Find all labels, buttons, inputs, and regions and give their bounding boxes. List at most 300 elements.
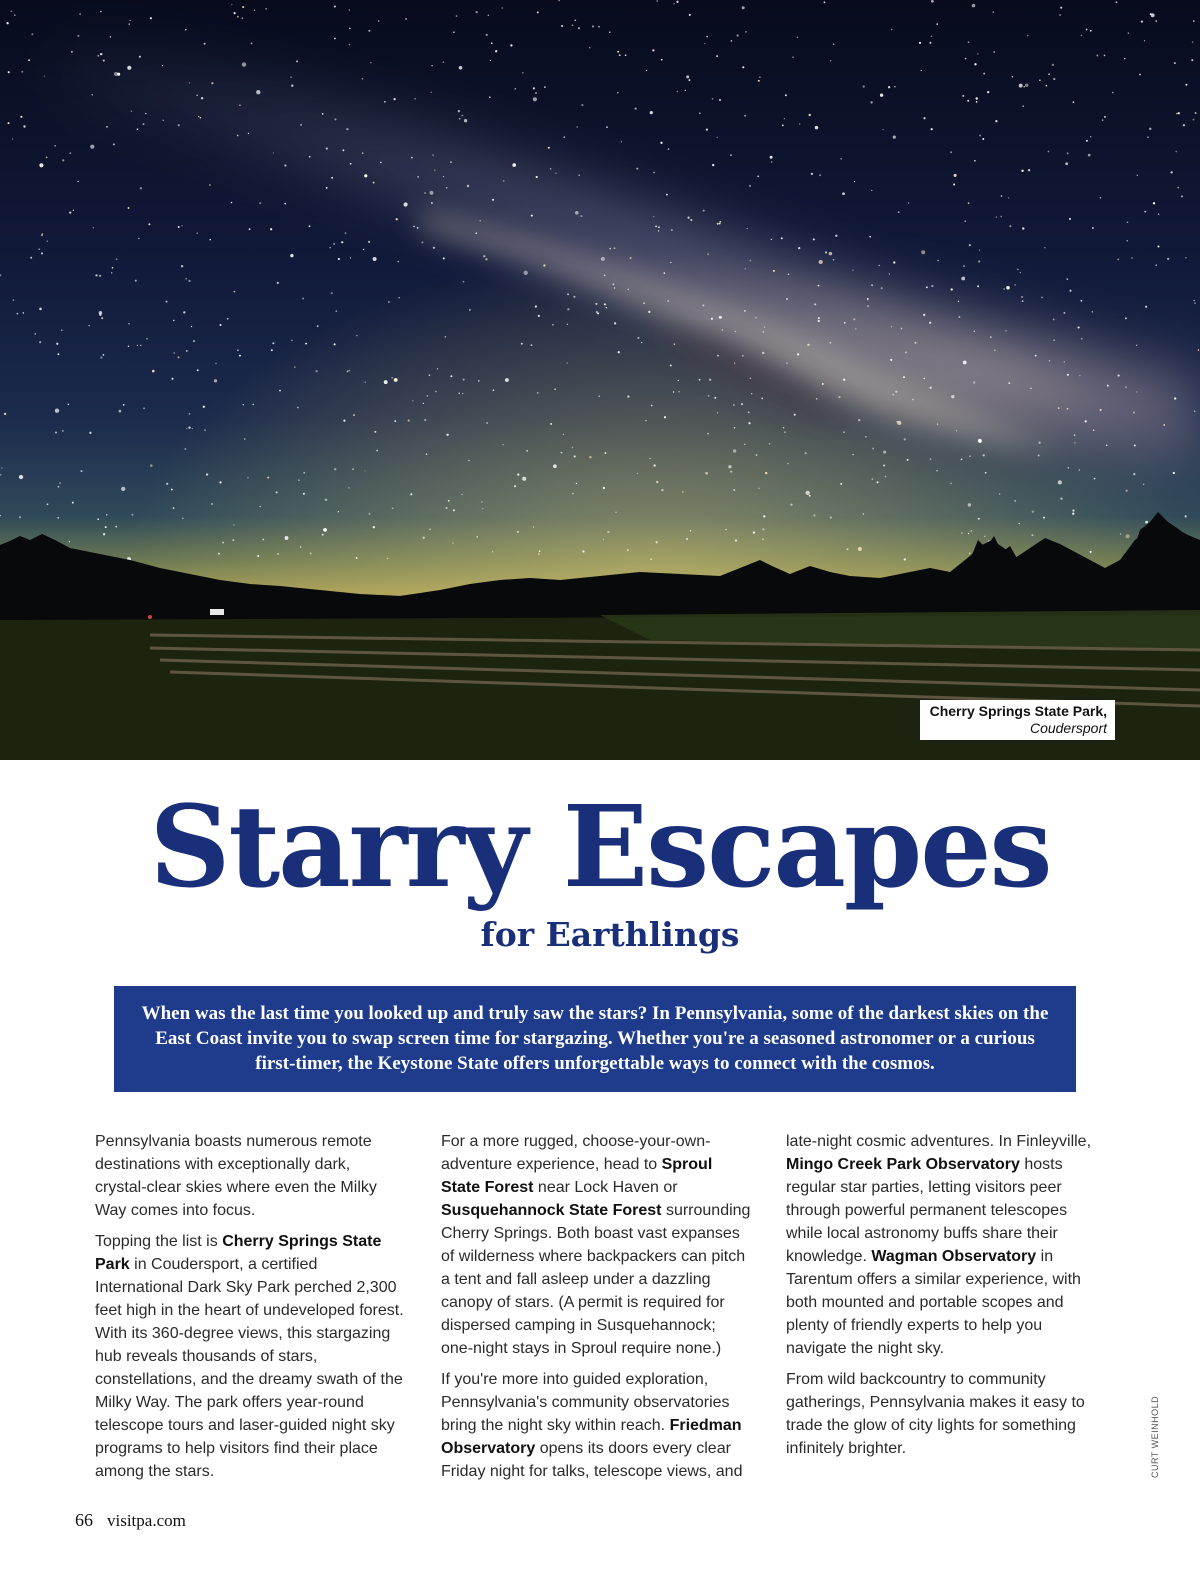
star bbox=[1052, 64, 1054, 66]
star bbox=[712, 98, 714, 100]
star bbox=[742, 6, 745, 9]
star bbox=[656, 0, 657, 1]
star bbox=[403, 202, 407, 206]
star bbox=[538, 553, 540, 555]
star bbox=[1185, 257, 1186, 258]
star bbox=[368, 241, 370, 243]
star bbox=[99, 311, 103, 315]
star bbox=[993, 51, 995, 53]
star bbox=[257, 555, 259, 557]
star bbox=[443, 176, 444, 177]
star bbox=[431, 202, 433, 204]
star bbox=[786, 362, 788, 364]
star bbox=[653, 172, 655, 174]
star bbox=[535, 92, 537, 94]
text-run: Topping the list is bbox=[95, 1233, 223, 1250]
star bbox=[930, 458, 932, 460]
star bbox=[919, 42, 921, 44]
star bbox=[81, 470, 83, 472]
star bbox=[38, 248, 39, 249]
star bbox=[612, 283, 614, 285]
star bbox=[505, 378, 509, 382]
star bbox=[1136, 391, 1137, 392]
star bbox=[1081, 338, 1083, 340]
star bbox=[1116, 1, 1118, 3]
star bbox=[967, 100, 969, 102]
star bbox=[670, 365, 672, 367]
star bbox=[112, 267, 114, 269]
star bbox=[106, 126, 108, 128]
star bbox=[871, 190, 872, 191]
star bbox=[537, 392, 539, 394]
star bbox=[878, 265, 880, 267]
star bbox=[231, 202, 233, 204]
star bbox=[368, 30, 370, 32]
star bbox=[1153, 202, 1155, 204]
star bbox=[284, 203, 286, 205]
star bbox=[309, 225, 311, 227]
star bbox=[437, 368, 438, 369]
star bbox=[1030, 388, 1031, 389]
text-run: in Coudersport, a certified International Dark Sky Park perched 2,300 feet high in the heart of undeveloped forest. With its 360-degree views, this stargazing hub reveals thousands of stars, constellations, and the dreamy swath of the Milky Way. The park offers year-round telescope tours and laser-guided night sky programs to help visitors find their place among the stars. bbox=[95, 1256, 404, 1480]
star bbox=[637, 473, 638, 474]
star bbox=[352, 468, 354, 470]
star bbox=[858, 547, 862, 551]
star bbox=[1022, 227, 1024, 229]
star bbox=[237, 16, 239, 18]
star bbox=[384, 101, 386, 103]
star bbox=[573, 296, 575, 298]
star bbox=[690, 219, 692, 221]
star bbox=[143, 123, 145, 125]
star bbox=[56, 343, 58, 345]
star bbox=[445, 507, 447, 509]
star bbox=[432, 154, 434, 156]
star bbox=[872, 448, 874, 450]
star bbox=[872, 478, 874, 480]
star bbox=[21, 71, 23, 73]
place-cherry-springs: Cherry Springs State Park bbox=[95, 1233, 382, 1273]
star bbox=[762, 528, 764, 530]
star bbox=[214, 379, 217, 382]
star bbox=[819, 260, 823, 264]
star bbox=[1025, 84, 1028, 87]
star bbox=[797, 37, 798, 38]
star bbox=[550, 168, 552, 170]
star bbox=[116, 258, 118, 260]
star bbox=[970, 530, 972, 532]
star bbox=[285, 536, 289, 540]
star bbox=[1126, 240, 1128, 242]
star bbox=[59, 482, 61, 484]
star bbox=[380, 162, 382, 164]
star bbox=[197, 369, 199, 371]
star bbox=[630, 257, 632, 259]
star bbox=[685, 90, 686, 91]
star bbox=[296, 60, 298, 62]
star bbox=[673, 391, 674, 392]
star bbox=[237, 349, 239, 351]
star bbox=[521, 343, 523, 345]
star bbox=[595, 303, 597, 305]
star bbox=[397, 261, 399, 263]
star bbox=[279, 390, 281, 392]
star bbox=[561, 452, 563, 454]
star bbox=[771, 239, 772, 240]
paragraph-3 bbox=[441, 1130, 751, 1360]
star bbox=[201, 97, 203, 99]
star bbox=[237, 135, 239, 137]
star bbox=[272, 342, 274, 344]
star bbox=[218, 553, 220, 555]
star bbox=[1086, 29, 1088, 31]
star bbox=[31, 33, 33, 35]
star bbox=[0, 474, 1, 475]
star bbox=[840, 158, 842, 160]
star bbox=[16, 313, 18, 315]
star bbox=[376, 450, 378, 452]
star bbox=[364, 470, 365, 471]
star bbox=[417, 176, 419, 178]
star bbox=[858, 419, 860, 421]
star bbox=[606, 126, 608, 128]
star bbox=[1079, 469, 1080, 470]
star bbox=[730, 471, 732, 473]
star bbox=[100, 53, 102, 55]
star bbox=[830, 516, 832, 518]
star bbox=[356, 335, 358, 337]
star bbox=[688, 79, 690, 81]
star bbox=[1058, 407, 1060, 409]
star bbox=[824, 1, 826, 3]
star bbox=[353, 414, 355, 416]
star bbox=[976, 97, 978, 99]
star bbox=[742, 355, 744, 357]
star bbox=[453, 31, 455, 33]
star bbox=[252, 404, 253, 405]
star bbox=[1072, 513, 1074, 515]
star bbox=[349, 28, 351, 30]
star bbox=[807, 344, 809, 346]
star bbox=[1131, 257, 1132, 258]
star bbox=[1133, 412, 1135, 414]
star bbox=[889, 273, 890, 274]
star bbox=[969, 455, 971, 457]
star bbox=[968, 503, 971, 506]
star bbox=[276, 491, 278, 493]
star bbox=[488, 15, 490, 17]
star bbox=[303, 472, 305, 474]
star bbox=[198, 116, 199, 117]
star bbox=[62, 159, 64, 161]
star bbox=[186, 428, 187, 429]
star bbox=[1080, 300, 1082, 302]
star bbox=[373, 526, 375, 528]
star bbox=[749, 185, 751, 187]
star bbox=[983, 454, 985, 456]
star bbox=[883, 451, 886, 454]
star bbox=[671, 229, 672, 230]
star bbox=[667, 300, 669, 302]
star bbox=[426, 453, 428, 455]
star bbox=[814, 303, 816, 305]
star bbox=[12, 138, 13, 139]
star bbox=[8, 122, 10, 124]
star bbox=[453, 509, 455, 511]
star bbox=[809, 495, 811, 497]
star bbox=[1117, 374, 1119, 376]
star bbox=[719, 223, 721, 225]
star bbox=[880, 94, 883, 97]
star bbox=[648, 311, 650, 313]
star bbox=[617, 92, 619, 94]
star bbox=[843, 379, 845, 381]
star bbox=[363, 249, 364, 250]
star bbox=[30, 257, 32, 259]
star bbox=[128, 346, 130, 348]
star bbox=[985, 472, 987, 474]
star bbox=[901, 328, 903, 330]
star bbox=[589, 456, 591, 458]
star bbox=[734, 362, 735, 363]
star bbox=[1038, 455, 1040, 457]
star bbox=[517, 474, 519, 476]
star bbox=[733, 404, 735, 406]
star bbox=[387, 558, 389, 560]
star bbox=[714, 397, 716, 399]
star bbox=[1126, 534, 1130, 538]
star bbox=[1117, 258, 1119, 260]
star bbox=[574, 19, 576, 21]
star bbox=[123, 404, 125, 406]
star bbox=[843, 431, 845, 433]
star bbox=[11, 11, 13, 13]
star bbox=[654, 464, 656, 466]
star bbox=[1072, 510, 1074, 512]
star bbox=[936, 23, 938, 25]
star bbox=[239, 355, 241, 357]
text-run: late-night cosmic adventures. In Finleyville, bbox=[786, 1133, 1092, 1150]
star bbox=[664, 272, 666, 274]
star bbox=[1081, 35, 1083, 37]
star bbox=[92, 94, 93, 95]
star bbox=[445, 336, 447, 338]
star bbox=[690, 530, 691, 531]
star bbox=[687, 216, 689, 218]
column-1 bbox=[95, 1130, 405, 1491]
star bbox=[1006, 286, 1010, 290]
star bbox=[893, 136, 896, 139]
star bbox=[993, 11, 994, 12]
star bbox=[877, 481, 879, 483]
star bbox=[893, 261, 895, 263]
star bbox=[670, 262, 671, 263]
star bbox=[904, 438, 906, 440]
star bbox=[97, 55, 99, 57]
star bbox=[1144, 40, 1145, 41]
star bbox=[1053, 339, 1055, 341]
star bbox=[171, 489, 173, 491]
star bbox=[130, 20, 131, 21]
star bbox=[433, 247, 435, 249]
star bbox=[844, 322, 846, 324]
star bbox=[1017, 269, 1019, 271]
star bbox=[335, 310, 337, 312]
star bbox=[582, 550, 584, 552]
star bbox=[741, 403, 743, 405]
star bbox=[103, 59, 105, 61]
star bbox=[431, 65, 432, 66]
star bbox=[783, 427, 785, 429]
star bbox=[394, 420, 396, 422]
star bbox=[410, 493, 412, 495]
star bbox=[1069, 218, 1071, 220]
star bbox=[1031, 534, 1033, 536]
star bbox=[567, 324, 568, 325]
star bbox=[55, 432, 57, 434]
star bbox=[364, 174, 367, 177]
star bbox=[963, 265, 965, 267]
star bbox=[373, 257, 377, 261]
star bbox=[291, 339, 293, 341]
star bbox=[1090, 30, 1092, 32]
star bbox=[461, 115, 463, 117]
star bbox=[177, 356, 179, 358]
star bbox=[165, 301, 167, 303]
place-susquehannock: Susquehannock State Forest bbox=[441, 1202, 662, 1219]
star bbox=[1128, 32, 1129, 33]
star bbox=[655, 226, 657, 228]
article-title: Starry Escapes bbox=[149, 782, 1051, 913]
star bbox=[1092, 311, 1093, 312]
star bbox=[717, 223, 719, 225]
star bbox=[1194, 410, 1195, 411]
column-2 bbox=[441, 1130, 751, 1491]
star bbox=[650, 558, 652, 560]
star bbox=[536, 176, 538, 178]
star bbox=[47, 241, 48, 242]
star bbox=[241, 17, 243, 19]
star bbox=[676, 1, 678, 3]
star bbox=[501, 7, 503, 9]
star bbox=[1001, 195, 1003, 197]
star bbox=[413, 226, 414, 227]
star bbox=[1005, 330, 1007, 332]
star bbox=[204, 43, 206, 45]
star bbox=[1175, 151, 1177, 153]
star bbox=[338, 511, 339, 512]
star bbox=[19, 475, 23, 479]
star bbox=[178, 226, 180, 228]
star bbox=[634, 107, 636, 109]
star bbox=[183, 311, 185, 313]
star bbox=[664, 416, 666, 418]
star bbox=[247, 477, 248, 478]
star bbox=[758, 80, 760, 82]
star bbox=[343, 420, 345, 422]
star bbox=[903, 376, 905, 378]
star bbox=[23, 125, 25, 127]
place-sproul: Sproul State Forest bbox=[441, 1156, 713, 1196]
star bbox=[171, 378, 173, 380]
star bbox=[166, 483, 168, 485]
star bbox=[1028, 169, 1030, 171]
star bbox=[192, 428, 193, 429]
star bbox=[650, 111, 653, 114]
star bbox=[750, 260, 752, 262]
star bbox=[448, 500, 450, 502]
paragraph-1: Pennsylvania boasts numerous remote destinations with exceptionally dark, crystal-clear skies where even the Milky Way comes into focus. bbox=[95, 1133, 377, 1219]
star bbox=[127, 66, 131, 70]
site-url: visitpa.com bbox=[107, 1511, 186, 1530]
star bbox=[145, 113, 146, 114]
star bbox=[931, 36, 932, 37]
star bbox=[996, 216, 997, 217]
star bbox=[641, 342, 642, 343]
star bbox=[865, 436, 866, 437]
star bbox=[1143, 484, 1144, 485]
star bbox=[797, 353, 799, 355]
star bbox=[514, 88, 516, 90]
star bbox=[138, 238, 139, 239]
star bbox=[244, 438, 245, 439]
star bbox=[995, 120, 997, 122]
star bbox=[291, 85, 293, 87]
star bbox=[1012, 76, 1014, 78]
star bbox=[47, 503, 49, 505]
star bbox=[1046, 85, 1048, 87]
star bbox=[1149, 128, 1151, 130]
star bbox=[1102, 119, 1104, 121]
star bbox=[464, 119, 467, 122]
star bbox=[813, 238, 815, 240]
star bbox=[744, 444, 745, 445]
star bbox=[42, 233, 43, 234]
star bbox=[799, 123, 800, 124]
star bbox=[514, 485, 516, 487]
star bbox=[968, 533, 969, 534]
star bbox=[443, 257, 445, 259]
star bbox=[658, 230, 659, 231]
star bbox=[72, 502, 74, 504]
star bbox=[950, 483, 951, 484]
star bbox=[322, 113, 324, 115]
star bbox=[558, 0, 559, 1]
star bbox=[434, 169, 435, 170]
star bbox=[753, 532, 755, 534]
star bbox=[678, 391, 679, 392]
star bbox=[242, 62, 246, 66]
star bbox=[563, 136, 565, 138]
star bbox=[833, 44, 834, 45]
paragraph-5: From wild backcountry to community gatherings, Pennsylvania makes it easy to trade the glow of city lights for something infinitely brighter. bbox=[786, 1371, 1085, 1457]
star bbox=[931, 128, 933, 130]
star bbox=[787, 463, 789, 465]
star bbox=[682, 491, 683, 492]
star bbox=[699, 112, 701, 114]
paragraph-4-end bbox=[786, 1130, 1096, 1360]
star bbox=[233, 524, 234, 525]
star bbox=[1053, 318, 1055, 320]
star bbox=[781, 237, 783, 239]
star bbox=[115, 526, 117, 528]
star bbox=[627, 395, 629, 397]
star bbox=[894, 86, 895, 87]
star bbox=[863, 85, 865, 87]
star bbox=[452, 542, 453, 543]
star bbox=[1041, 296, 1043, 298]
caption-location: Coudersport bbox=[1029, 720, 1107, 736]
